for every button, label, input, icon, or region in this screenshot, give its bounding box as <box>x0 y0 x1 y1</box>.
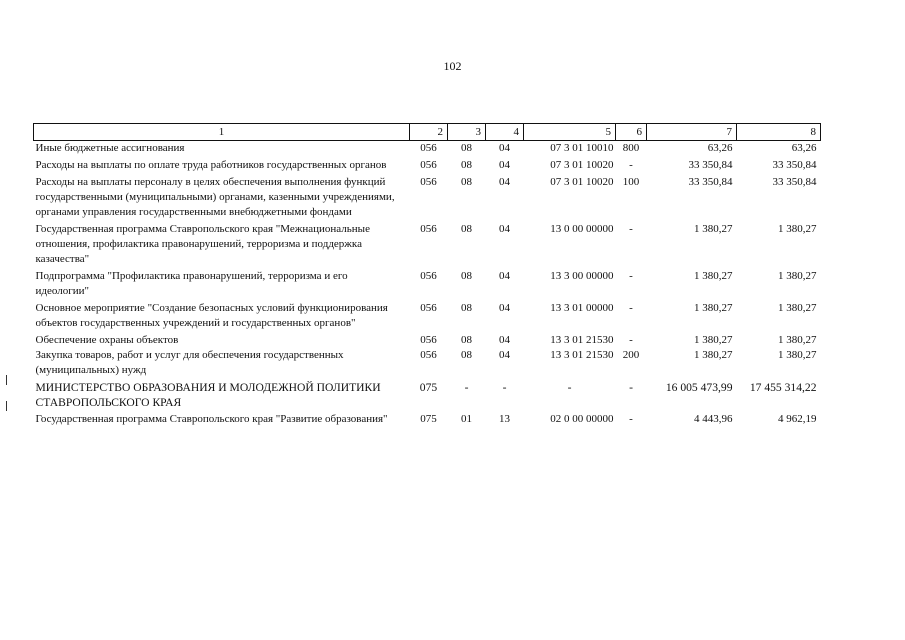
row-code-section: 08 <box>461 223 472 235</box>
table-row <box>34 333 821 348</box>
row-amount-1: 1 380,27 <box>694 334 733 346</box>
row-code-expense-type: 100 <box>622 176 640 188</box>
row-name: Обеспечение охраны объектов <box>35 334 179 346</box>
row-amount-2: 1 380,27 <box>778 334 817 346</box>
column-header-6: 6 <box>616 124 647 141</box>
row-amount-1: 16 005 473,99 <box>665 381 733 394</box>
table-row <box>34 412 821 429</box>
row-code-ministry: 056 <box>420 270 437 282</box>
row-code-ministry: 056 <box>420 142 437 154</box>
row-code-target: 13 0 00 00000 <box>550 223 614 235</box>
column-header-5: 5 <box>524 124 616 141</box>
row-name: Закупка товаров, работ и услуг для обеспечения государственных (муниципальных) нужд <box>35 349 344 376</box>
row-name: Государственная программа Ставропольского края "Межнациональные отношения, профилактика правонарушений, терроризма и поддержка казачества" <box>35 223 370 265</box>
column-header-3: 3 <box>448 124 486 141</box>
row-code-subsection: 04 <box>499 176 510 188</box>
row-code-target: 07 3 01 10020 <box>550 159 614 171</box>
row-code-target: 07 3 01 10020 <box>550 176 614 188</box>
row-code-section: 08 <box>461 334 472 346</box>
row-code-target: 13 3 01 21530 <box>550 334 614 346</box>
row-name: Расходы на выплаты по оплате труда работников государственных органов <box>35 159 387 171</box>
table-row <box>34 348 821 380</box>
row-name: Подпрограмма "Профилактика правонарушений, терроризма и его идеологии" <box>35 270 348 297</box>
row-code-ministry: 056 <box>420 302 437 314</box>
row-code-section: 08 <box>461 176 472 188</box>
row-code-section: 08 <box>461 302 472 314</box>
row-amount-1: 1 380,27 <box>694 223 733 235</box>
row-code-expense-type: 800 <box>622 142 640 154</box>
row-amount-1: 1 380,27 <box>694 302 733 314</box>
table-row <box>34 269 821 301</box>
row-code-expense-type: - <box>629 381 633 394</box>
row-code-expense-type: - <box>629 223 633 235</box>
header-row <box>34 124 821 141</box>
row-code-section: 01 <box>461 413 472 425</box>
row-code-target: 13 3 01 21530 <box>550 349 614 361</box>
row-amount-1: 4 443,96 <box>694 413 733 425</box>
row-code-section: 08 <box>461 349 472 361</box>
table-row <box>34 158 821 175</box>
row-code-section: - <box>464 381 469 394</box>
row-code-target: - <box>567 381 572 394</box>
row-code-ministry: 075 <box>420 413 437 425</box>
row-code-expense-type: - <box>629 302 633 314</box>
row-name: МИНИСТЕРСТВО ОБРАЗОВАНИЯ И МОЛОДЕЖНОЙ ПОЛИТИКИ СТАВРОПОЛЬСКОГО КРАЯ <box>35 381 381 409</box>
table-row <box>34 301 821 333</box>
row-code-expense-type: - <box>629 159 633 171</box>
row-amount-1: 63,26 <box>707 142 733 154</box>
row-name: Расходы на выплаты персоналу в целях обеспечения выполнения функций государственными (муниципальными) органами, казенными учреждениями, органами управления государственными внебюджетными фондами <box>35 176 395 218</box>
row-amount-1: 33 350,84 <box>688 176 733 188</box>
table-row <box>34 222 821 269</box>
row-amount-2: 33 350,84 <box>772 176 817 188</box>
row-amount-2: 63,26 <box>791 142 817 154</box>
row-code-subsection: 04 <box>499 142 510 154</box>
row-amount-2: 1 380,27 <box>778 349 817 361</box>
row-code-target: 07 3 01 10010 <box>550 142 614 154</box>
row-amount-2: 17 455 314,22 <box>749 381 817 394</box>
row-amount-2: 4 962,19 <box>778 413 817 425</box>
row-code-target: 13 3 01 00000 <box>550 302 614 314</box>
row-code-expense-type: - <box>629 334 633 346</box>
column-header-4: 4 <box>486 124 524 141</box>
row-code-target: 13 3 00 00000 <box>550 270 614 282</box>
column-header-8: 8 <box>737 124 821 141</box>
row-code-subsection: 04 <box>499 223 510 235</box>
row-amount-2: 1 380,27 <box>778 302 817 314</box>
row-code-ministry: 056 <box>420 159 437 171</box>
row-amount-2: 33 350,84 <box>772 159 817 171</box>
row-amount-2: 1 380,27 <box>778 270 817 282</box>
row-code-ministry: 056 <box>420 349 437 361</box>
row-name: Основное мероприятие "Создание безопасных условий функционирования объектов государственных учреждений и государственных органов" <box>35 302 388 329</box>
row-code-ministry: 075 <box>419 381 438 394</box>
row-code-subsection: 04 <box>499 349 510 361</box>
row-code-section: 08 <box>461 270 472 282</box>
row-code-subsection: 04 <box>499 270 510 282</box>
scan-edge-mark <box>6 401 7 411</box>
row-code-section: 08 <box>461 159 472 171</box>
row-name: Иные бюджетные ассигнования <box>35 142 185 154</box>
table-body <box>34 141 821 430</box>
row-amount-1: 33 350,84 <box>688 159 733 171</box>
table-row <box>34 175 821 222</box>
table-row-ministry <box>34 380 821 412</box>
row-code-subsection: 04 <box>499 302 510 314</box>
column-header-1: 1 <box>34 124 410 141</box>
row-code-ministry: 056 <box>420 334 437 346</box>
scan-edge-mark <box>6 375 7 385</box>
row-amount-1: 1 380,27 <box>694 270 733 282</box>
row-amount-1: 1 380,27 <box>694 349 733 361</box>
row-code-target: 02 0 00 00000 <box>550 413 614 425</box>
page-number: 102 <box>443 59 462 73</box>
row-code-subsection: 04 <box>499 334 510 346</box>
row-code-ministry: 056 <box>420 223 437 235</box>
row-code-section: 08 <box>461 142 472 154</box>
row-code-subsection: 13 <box>499 413 510 425</box>
row-code-ministry: 056 <box>420 176 437 188</box>
row-amount-2: 1 380,27 <box>778 223 817 235</box>
column-header-7: 7 <box>647 124 737 141</box>
table-row <box>34 141 821 159</box>
row-code-expense-type: - <box>629 270 633 282</box>
column-header-2: 2 <box>410 124 448 141</box>
row-code-subsection: 04 <box>499 159 510 171</box>
row-code-expense-type: 200 <box>622 349 640 361</box>
budget-table <box>33 123 821 429</box>
row-code-expense-type: - <box>629 413 633 425</box>
row-code-subsection: - <box>502 381 507 394</box>
row-name: Государственная программа Ставропольского края "Развитие образования" <box>35 413 388 425</box>
